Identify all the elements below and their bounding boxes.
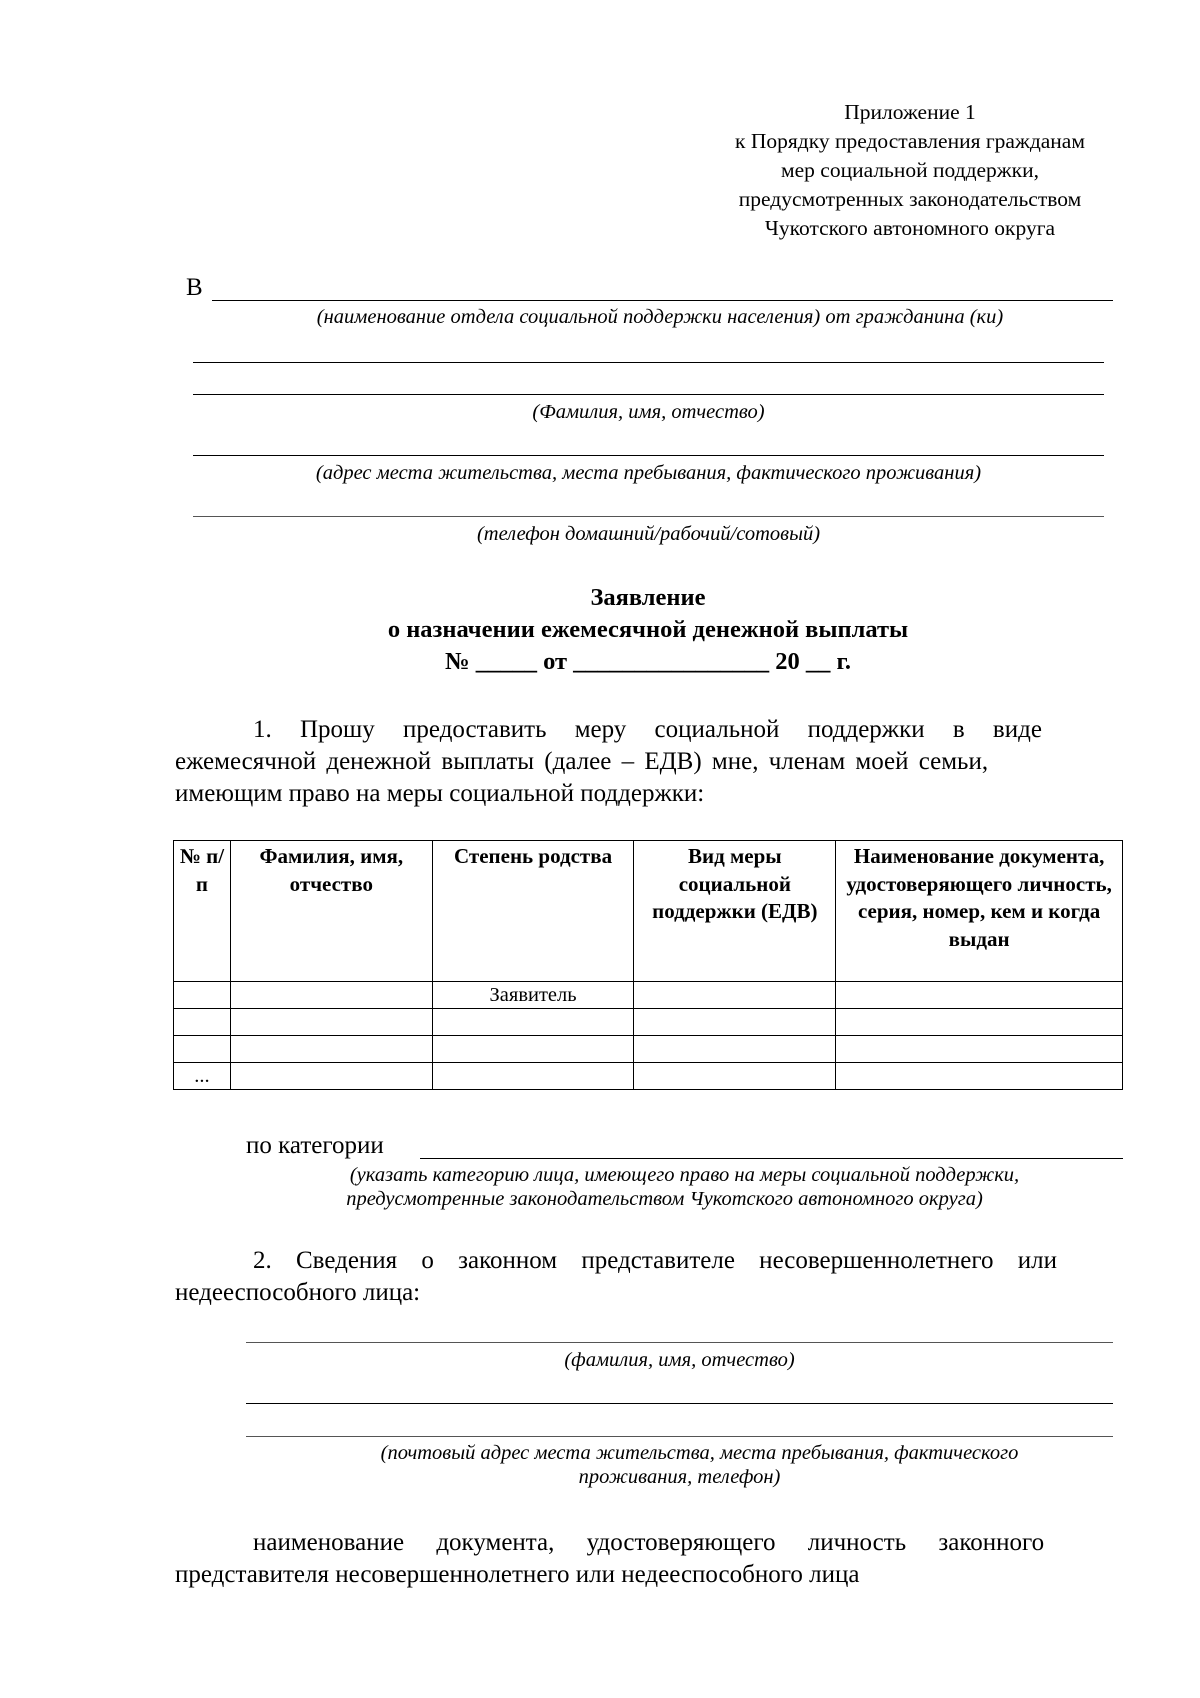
category-caption-line: предусмотренные законодательством Чукотского автономного округа) [346, 1188, 983, 1210]
caption-org: (наименование отдела социальной поддержки населения) от гражданина (ки) [316, 306, 1004, 328]
table-cell[interactable] [634, 982, 836, 1009]
caption-representative-name: (фамилия, имя, отчество) [564, 1349, 795, 1371]
phone-field[interactable] [193, 516, 1104, 517]
caption-address-line: (почтовый адрес места жительства, места пребывания, фактического [380, 1442, 1019, 1464]
table-cell[interactable] [230, 1009, 432, 1036]
category-label: по категории [246, 1132, 384, 1159]
caption-representative-address [246, 1441, 1113, 1489]
col-header-fullname: Фамилия, имя, отчество [230, 841, 432, 982]
paragraph-2 [175, 1245, 1123, 1309]
table-cell[interactable] [634, 1063, 836, 1090]
paragraph-1-line: ежемесячной денежной выплаты (далее – ЕДВ) мне, членам моей семьи, [175, 748, 989, 775]
table-cell[interactable]: ... [174, 1063, 231, 1090]
table-cell[interactable] [230, 982, 432, 1009]
paragraph-1-line: имеющим право на меры социальной поддержки: [175, 780, 705, 807]
org-name-field[interactable] [212, 300, 1113, 301]
table-cell[interactable] [174, 982, 231, 1009]
paragraph-3-line: представителя несовершеннолетнего или недееспособного лица [175, 1561, 860, 1588]
caption-address: (адрес места жительства, места пребывания, фактического проживания) [315, 462, 982, 484]
document-title [173, 582, 1123, 678]
paragraph-1-line: 1. Прошу предоставить меру социальной поддержки в виде [253, 716, 1042, 743]
paragraph-3-line: наименование документа, удостоверяющего личность законного [253, 1529, 1045, 1556]
appendix-header [680, 98, 1140, 243]
family-members-table [173, 840, 1123, 1090]
table-row [174, 982, 1123, 1009]
representative-address-field-1[interactable] [246, 1403, 1113, 1404]
paragraph-3 [175, 1527, 1123, 1591]
caption-phone: (телефон домашний/рабочий/сотовый) [476, 523, 821, 545]
header-line: Чукотского автономного округа [764, 216, 1056, 240]
col-header-id-document: Наименование документа, удостоверяющего личность, серия, номер, кем и когда выдан [836, 841, 1123, 982]
caption-address-line: проживания, телефон) [578, 1466, 781, 1488]
table-cell[interactable] [174, 1009, 231, 1036]
col-header-number: № п/п [174, 841, 231, 982]
table-row [174, 1063, 1123, 1090]
table-cell[interactable] [230, 1063, 432, 1090]
fullname-field-2[interactable] [193, 394, 1104, 395]
table-cell[interactable] [432, 1009, 634, 1036]
fullname-field-1[interactable] [193, 362, 1104, 363]
category-caption [246, 1163, 1123, 1211]
paragraph-2-line: 2. Сведения о законном представителе несовершеннолетнего или [253, 1247, 1057, 1274]
header-line: предусмотренных законодательством [738, 187, 1082, 211]
category-field[interactable] [420, 1158, 1123, 1159]
caption-fullname: (Фамилия, имя, отчество) [532, 401, 765, 423]
table-row [174, 1009, 1123, 1036]
addressee-prefix: В [186, 274, 203, 301]
paragraph-2-line: недееспособного лица: [175, 1279, 421, 1306]
title-line: о назначении ежемесячной денежной выплаты [387, 616, 909, 643]
table-cell[interactable] [174, 1036, 231, 1063]
table-cell[interactable] [230, 1036, 432, 1063]
header-line: к Порядку предоставления гражданам [735, 129, 1085, 153]
table-header-row [174, 841, 1123, 982]
table-cell[interactable] [836, 1009, 1123, 1036]
table-cell[interactable] [432, 1063, 634, 1090]
header-line: Приложение 1 [844, 100, 976, 124]
address-field[interactable] [193, 455, 1104, 456]
table-cell[interactable] [634, 1009, 836, 1036]
title-number-date: № _____ от ________________ 20 __ г. [444, 648, 852, 675]
representative-name-field[interactable] [246, 1342, 1113, 1343]
table-cell[interactable] [836, 982, 1123, 1009]
header-line: мер социальной поддержки, [781, 158, 1039, 182]
col-header-relation: Степень родства [432, 841, 634, 982]
table-row [174, 1036, 1123, 1063]
table-cell[interactable] [634, 1036, 836, 1063]
representative-address-field-2[interactable] [246, 1436, 1113, 1437]
table-cell[interactable] [432, 1036, 634, 1063]
table-cell[interactable] [836, 1036, 1123, 1063]
table-cell[interactable] [836, 1063, 1123, 1090]
title-line: Заявление [590, 584, 706, 611]
table-cell[interactable]: Заявитель [432, 982, 634, 1009]
category-caption-line: (указать категорию лица, имеющего право на меры социальной поддержки, [349, 1164, 1020, 1186]
col-header-support-type: Вид меры социальной поддержки (ЕДВ) [634, 841, 836, 982]
paragraph-1 [175, 714, 1123, 810]
